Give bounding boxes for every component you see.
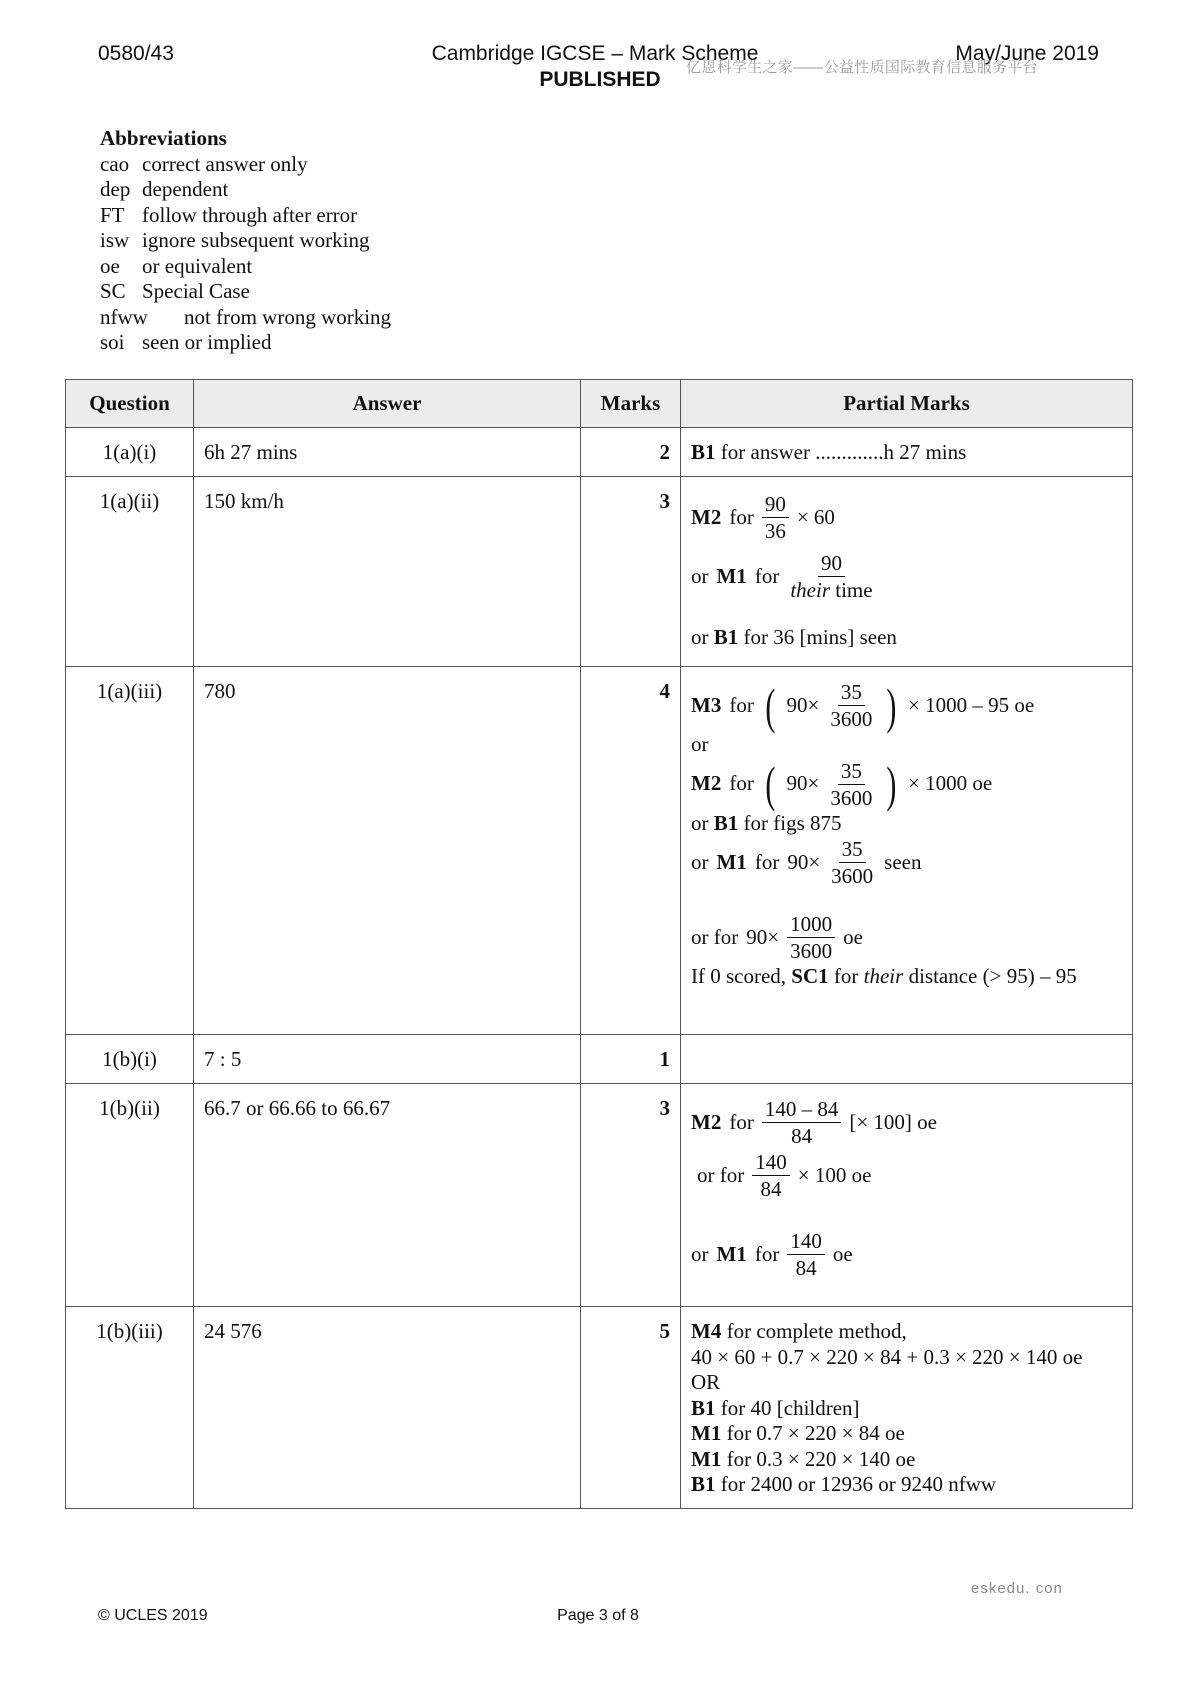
partial-text: × 100 oe <box>797 1162 872 1187</box>
partial-text: for 36 [mins] seen <box>743 625 897 649</box>
partial-marks-cell <box>681 428 1133 477</box>
left-paren: ( <box>765 756 776 812</box>
denominator: 3600 <box>831 864 874 888</box>
partial-text: or <box>691 732 709 756</box>
abbreviation-item <box>100 203 391 229</box>
abbreviation-meaning: not from wrong working <box>184 304 392 329</box>
marks-cell: 3 <box>581 1084 681 1307</box>
partial-marks-cell <box>681 667 1133 1035</box>
answer-cell: 6h 27 mins <box>194 428 581 477</box>
their-text: their <box>790 578 830 602</box>
column-header-question: Question <box>66 380 194 428</box>
abbreviation-meaning: correct answer only <box>142 151 308 176</box>
abbreviation-meaning: dependent <box>142 177 229 201</box>
published-label: PUBLISHED <box>539 68 661 91</box>
page-number: Page 3 of 8 <box>557 1607 639 1624</box>
question-cell: 1(a)(iii) <box>66 667 194 1035</box>
numerator: 90 <box>762 491 789 518</box>
partial-text: [× 100] oe <box>849 1109 937 1134</box>
denominator: 36 <box>764 519 786 543</box>
partial-text: × 60 <box>796 504 835 529</box>
partial-text: × 1000 – 95 oe <box>907 692 1035 717</box>
partial-text: If 0 scored, <box>691 964 787 988</box>
partial-text: for answer .............h 27 mins <box>720 440 967 464</box>
partial-text: × 1000 oe <box>907 771 993 796</box>
denominator: 84 <box>795 1256 817 1280</box>
mark-code: M1 <box>691 1421 722 1445</box>
column-header-partial-marks: Partial Marks <box>681 380 1133 428</box>
abbreviation-meaning: follow through after error <box>142 202 358 227</box>
mark-code: B1 <box>691 1472 716 1496</box>
abbreviation-item <box>100 330 391 356</box>
right-paren: ) <box>886 677 897 734</box>
abbreviations-list <box>100 126 391 356</box>
partial-text: for <box>729 504 754 529</box>
abbreviation-key: isw <box>100 228 130 252</box>
partial-text: distance (> 95) – 95 <box>908 964 1077 988</box>
numerator: 90 <box>818 550 845 577</box>
document-title: Cambridge IGCSE – Mark Scheme <box>431 42 759 65</box>
abbreviation-meaning: seen or implied <box>142 330 272 354</box>
fraction <box>787 911 835 964</box>
mark-code: M2 <box>691 1109 722 1134</box>
partial-text: or <box>691 810 709 835</box>
partial-text: 40 × 60 + 0.7 × 220 × 84 + 0.3 × 220 × 140 oe <box>691 1344 1083 1369</box>
mark-code: M1 <box>716 563 747 588</box>
abbreviation-item <box>100 177 391 203</box>
table-header-row <box>66 380 1133 428</box>
marks-cell: 2 <box>581 428 681 477</box>
mark-code: M1 <box>716 1241 747 1266</box>
mark-code: M2 <box>691 504 722 529</box>
numerator: 140 <box>752 1149 790 1176</box>
question-cell: 1(a)(i) <box>66 428 194 477</box>
partial-text: 90× <box>786 771 820 796</box>
denominator: 3600 <box>790 939 833 963</box>
marks-cell: 3 <box>581 477 681 667</box>
mark-code: B1 <box>691 1395 716 1420</box>
partial-text: 90× <box>786 692 820 717</box>
abbreviation-meaning: ignore subsequent working <box>142 228 370 252</box>
table-row <box>66 1084 1133 1307</box>
abbreviation-key: cao <box>100 151 130 176</box>
denominator: 3600 <box>830 785 873 810</box>
fraction <box>827 679 875 732</box>
question-cell: 1(b)(i) <box>66 1035 194 1084</box>
table-row <box>66 428 1133 477</box>
denominator: 84 <box>760 1177 782 1201</box>
fraction <box>787 1228 825 1281</box>
mark-code: M1 <box>691 1446 722 1471</box>
mark-code: M1 <box>716 849 747 874</box>
numerator: 35 <box>838 679 865 706</box>
partial-text: for figs 875 <box>743 810 842 835</box>
numerator: 35 <box>839 836 866 863</box>
fraction <box>827 758 875 811</box>
partial-marks-cell <box>681 1084 1133 1307</box>
denominator: 3600 <box>830 707 873 731</box>
answer-cell: 150 km/h <box>194 477 581 667</box>
table-row <box>66 1035 1133 1084</box>
time-text: time <box>835 578 873 602</box>
partial-text: or <box>691 849 709 874</box>
abbreviation-key: oe <box>100 253 120 278</box>
partial-text: for <box>754 563 780 588</box>
partial-text: or <box>691 1241 709 1266</box>
partial-text: for 0.3 × 220 × 140 oe <box>726 1446 916 1471</box>
abbreviation-item <box>100 279 391 305</box>
numerator: 140 <box>787 1228 825 1255</box>
marks-cell: 1 <box>581 1035 681 1084</box>
partial-text: for <box>729 1109 754 1134</box>
fraction <box>787 550 875 603</box>
question-cell: 1(b)(ii) <box>66 1084 194 1307</box>
left-paren: ( <box>765 677 776 734</box>
partial-text: OR <box>691 1370 721 1394</box>
numerator: 35 <box>838 758 865 785</box>
column-header-marks: Marks <box>581 380 681 428</box>
partial-marks-cell <box>681 1307 1133 1509</box>
abbreviation-key: soi <box>100 330 125 354</box>
copyright: © UCLES 2019 <box>98 1607 208 1624</box>
answer-cell: 7 : 5 <box>194 1035 581 1084</box>
abbreviation-key: FT <box>100 202 125 227</box>
fraction <box>762 491 789 544</box>
right-paren: ) <box>886 756 897 812</box>
numerator: 140 – 84 <box>762 1096 842 1123</box>
exam-session: May/June 2019 <box>955 42 1099 65</box>
question-cell: 1(a)(ii) <box>66 477 194 667</box>
fraction <box>752 1149 790 1202</box>
partial-text: oe <box>843 924 863 949</box>
partial-text: for complete method, <box>726 1319 907 1343</box>
abbreviation-key: SC <box>100 279 126 303</box>
mark-code: B1 <box>691 440 716 464</box>
mark-code: M4 <box>691 1319 722 1343</box>
mark-code: B1 <box>713 810 739 835</box>
partial-text: or for <box>691 924 739 949</box>
column-header-answer: Answer <box>194 380 581 428</box>
table-row <box>66 477 1133 667</box>
abbreviation-meaning: Special Case <box>142 279 250 303</box>
partial-text: their <box>863 964 904 988</box>
partial-marks-cell <box>681 1035 1133 1084</box>
mark-code: M2 <box>691 771 722 796</box>
answer-cell: 24 576 <box>194 1307 581 1509</box>
partial-text: for <box>754 1241 780 1266</box>
watermark-footer: eskedu. con <box>971 1580 1063 1597</box>
table-row <box>66 667 1133 1035</box>
marks-cell: 5 <box>581 1307 681 1509</box>
partial-text: 90× <box>787 849 821 874</box>
partial-text: or for <box>697 1162 745 1187</box>
partial-text: 90× <box>746 924 780 949</box>
partial-text: for 2400 or 12936 or 9240 nfww <box>720 1472 997 1496</box>
partial-marks-cell <box>681 477 1133 667</box>
abbreviation-item <box>100 305 391 331</box>
abbreviation-meaning: or equivalent <box>142 253 253 278</box>
partial-text: for 0.7 × 220 × 84 oe <box>726 1421 905 1445</box>
question-cell: 1(b)(iii) <box>66 1307 194 1509</box>
mark-code: SC1 <box>791 964 829 988</box>
numerator: 1000 <box>787 911 835 938</box>
watermark-top: 亿恩科学生之家——公益性质国际教育信息服务平台 <box>686 59 1038 76</box>
marks-cell: 4 <box>581 667 681 1035</box>
abbreviation-item <box>100 254 391 280</box>
fraction <box>762 1096 842 1149</box>
partial-text: for <box>729 771 754 796</box>
partial-text: for <box>754 849 780 874</box>
abbreviation-key: dep <box>100 177 131 201</box>
partial-text: oe <box>832 1241 853 1266</box>
fraction <box>828 836 876 889</box>
answer-cell: 780 <box>194 667 581 1035</box>
partial-text: for <box>833 964 859 988</box>
mark-scheme-table <box>65 379 1133 1509</box>
denominator: 84 <box>791 1124 813 1148</box>
abbreviation-item <box>100 228 391 254</box>
abbreviation-key: nfww <box>100 304 148 329</box>
abbreviations-heading: Abbreviations <box>100 126 227 150</box>
mark-code: B1 <box>713 625 739 649</box>
table-row <box>66 1307 1133 1509</box>
partial-text: for <box>729 692 754 717</box>
partial-text: or <box>691 625 709 649</box>
paper-code: 0580/43 <box>98 42 174 65</box>
answer-cell: 66.7 or 66.66 to 66.67 <box>194 1084 581 1307</box>
partial-text: or <box>691 563 709 588</box>
partial-text: for 40 [children] <box>720 1395 860 1420</box>
partial-text: seen <box>884 849 922 874</box>
mark-code: M3 <box>691 692 722 717</box>
abbreviation-item <box>100 152 391 178</box>
denominator <box>787 577 875 603</box>
